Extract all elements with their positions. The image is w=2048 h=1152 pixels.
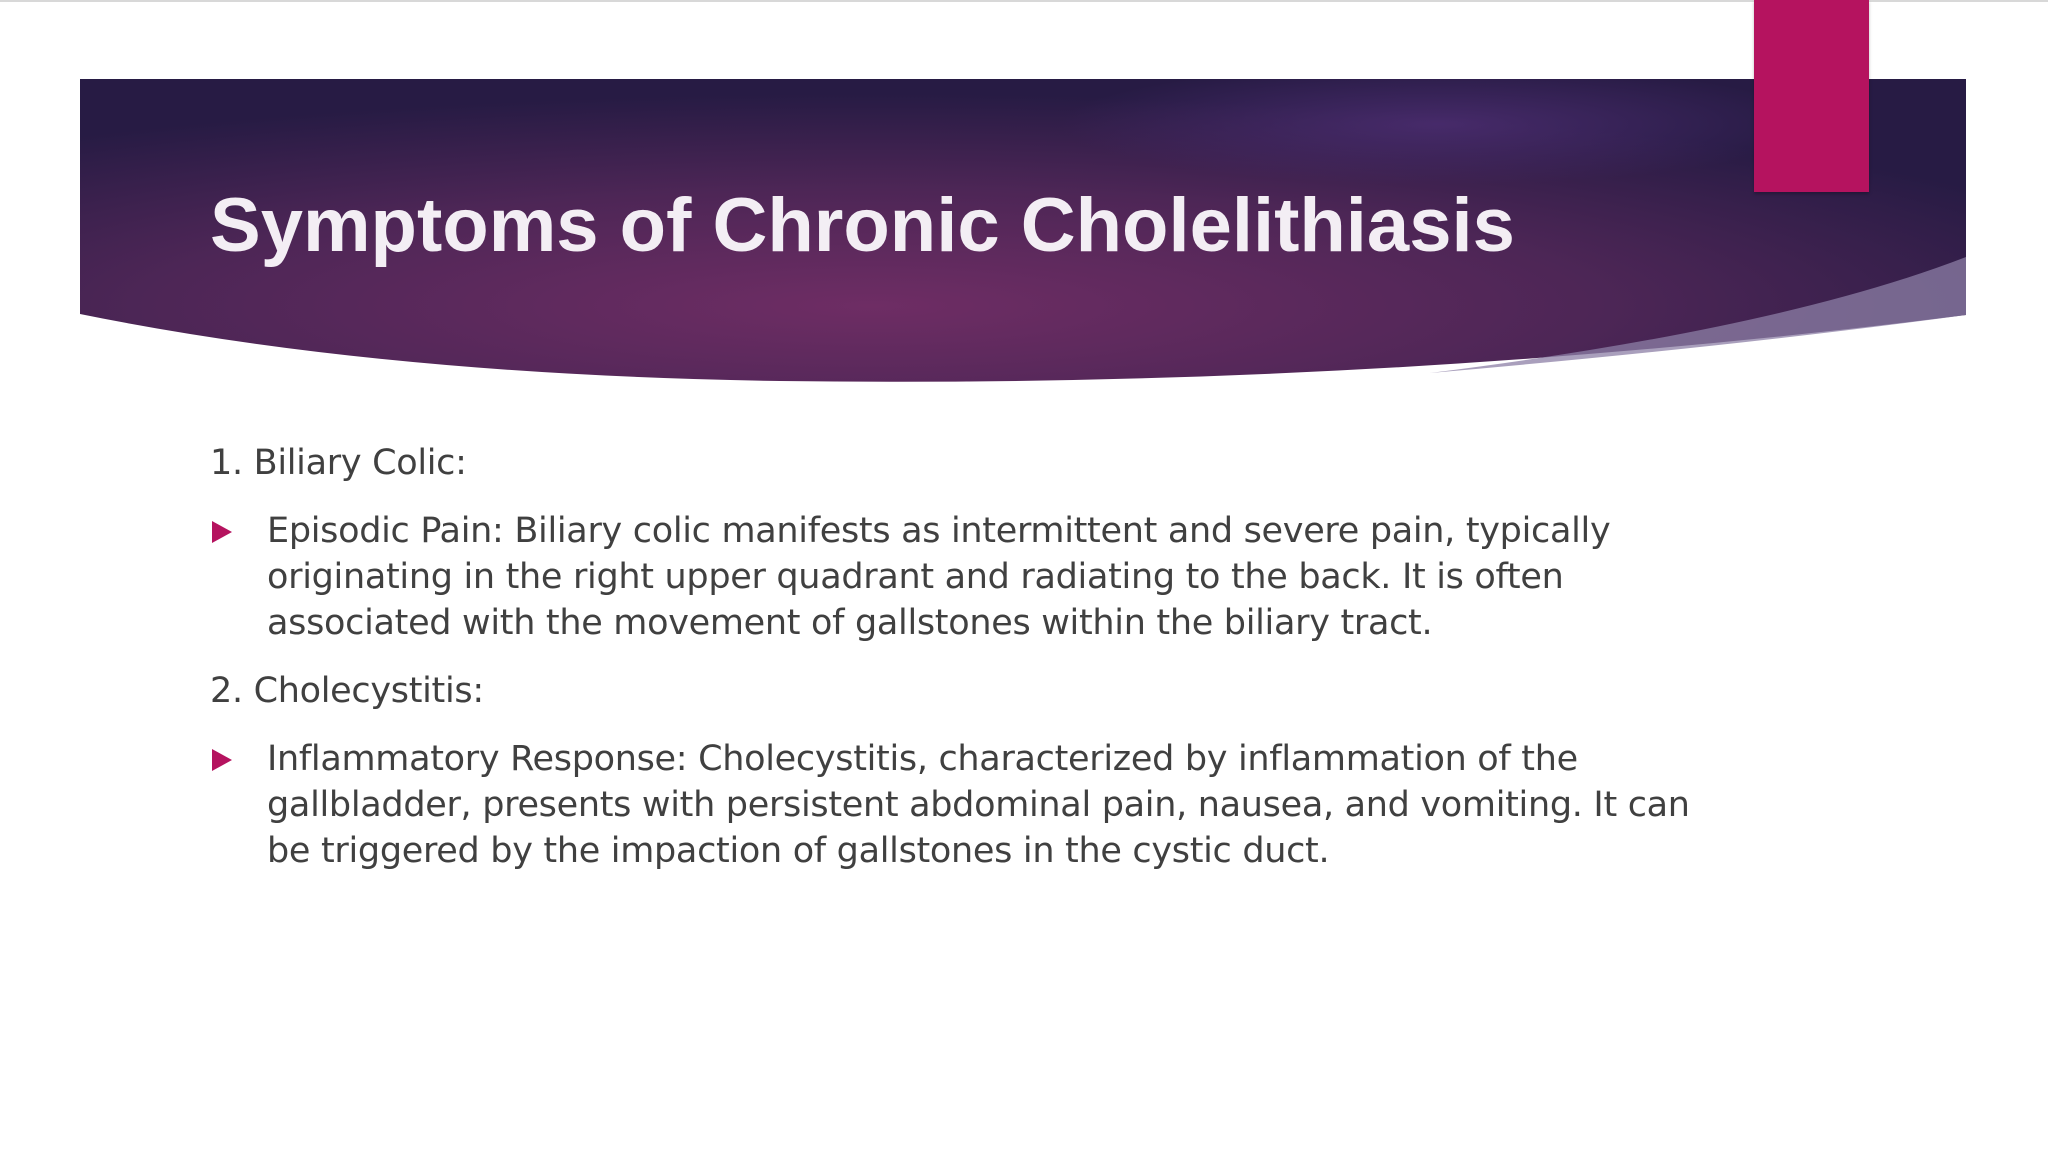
slide-content [210, 440, 1710, 896]
section-heading-2: 2. Cholecystitis: [210, 671, 484, 711]
bullet-triangle-icon [212, 521, 232, 543]
bullet-item-1 [210, 508, 1710, 646]
bullet-text-2: Inflammatory Response: Cholecystitis, characterized by inflammation of the gallbladder, presents with persistent abdominal pain, nausea, and vomiting. It can be triggered by the impaction of gallstones in the cystic duct. [267, 739, 1690, 871]
bullet-item-2 [210, 736, 1710, 874]
top-border [0, 0, 2048, 2]
slide-title: Symptoms of Chronic Cholelithiasis [210, 183, 1515, 268]
bullet-text-1: Episodic Pain: Biliary colic manifests as intermittent and severe pain, typically originating in the right upper quadrant and radiating to the back. It is often associated with the movement of gallstones within the biliary tract. [267, 511, 1611, 643]
bullet-triangle-icon [212, 749, 232, 771]
section-heading-1: 1. Biliary Colic: [210, 443, 467, 483]
accent-tab [1754, 0, 1869, 192]
